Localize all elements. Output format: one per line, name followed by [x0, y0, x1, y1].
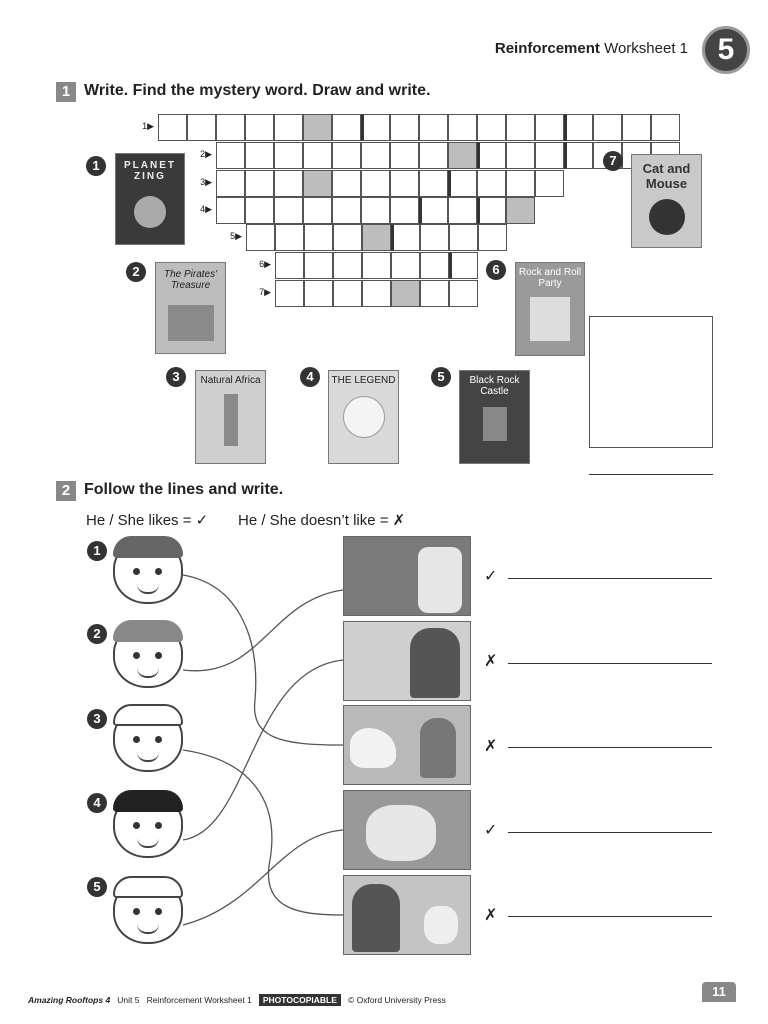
legend-likes: He / She likes = ✓: [86, 512, 209, 529]
warrior-icon: [352, 884, 400, 952]
person-1-number: 1: [87, 541, 107, 561]
book-5-title: Black Rock Castle: [469, 375, 520, 397]
crossword-row-label: 4▶: [200, 204, 212, 214]
unit-badge: 5: [702, 26, 750, 74]
cat-icon: [424, 906, 458, 944]
person-5-number: 5: [87, 877, 107, 897]
warrior-picture: [343, 875, 471, 955]
crossword-row-label: 3▶: [200, 177, 212, 187]
lion-picture: [343, 790, 471, 870]
mark-2: ✗: [484, 653, 498, 670]
book-1-title: PLANET ZING: [124, 160, 176, 182]
line-person-5: [183, 830, 343, 925]
book-7-title: Cat and Mouse: [642, 161, 691, 191]
book-1-number: 1: [86, 156, 106, 176]
unicorn-icon: [350, 728, 396, 768]
answer-line-2[interactable]: [508, 663, 712, 664]
footer-publisher: © Oxford University Press: [347, 995, 446, 1005]
book-6-number: 6: [486, 260, 506, 280]
mummy-icon: [418, 547, 462, 613]
boy-face-icon: [113, 794, 183, 858]
footer: [28, 995, 446, 1005]
book-4-title: THE LEGEND: [331, 375, 396, 386]
book-2-title: The Pirates' Treasure: [163, 269, 218, 291]
boy-face-icon: [113, 708, 183, 772]
book-6-title: Rock and Roll Party: [518, 267, 582, 289]
exercise-2-number: 2: [56, 481, 76, 501]
worksheet-title-bold: Reinforcement: [494, 40, 600, 57]
hair: [113, 536, 183, 558]
lion-icon: [366, 805, 436, 861]
book-7-number: 7: [603, 151, 623, 171]
person-2-number: 2: [87, 624, 107, 644]
crossword-row-label: 7▶: [259, 287, 271, 297]
mummy-picture: [343, 536, 471, 616]
crossword-row-label: 2▶: [200, 149, 212, 159]
unicorn-picture: [343, 705, 471, 785]
person-3-number: 3: [87, 709, 107, 729]
book-4-number: 4: [300, 367, 320, 387]
girl-face-icon: [113, 540, 183, 604]
answer-line-5[interactable]: [508, 916, 712, 917]
exercise-1-instruction: Write. Find the mystery word. Draw and write.: [84, 82, 431, 99]
answer-line-3[interactable]: [508, 747, 712, 748]
book-5-number: 5: [431, 367, 451, 387]
mark-4: ✓: [484, 822, 498, 839]
mark-1: ✓: [484, 568, 498, 585]
worksheet-title-rest: Worksheet 1: [604, 40, 688, 57]
answer-line-4[interactable]: [508, 832, 712, 833]
answer-line-1[interactable]: [508, 578, 712, 579]
line-person-1: [183, 575, 343, 745]
crossword-row-label: 1▶: [142, 121, 154, 131]
vampire-icon: [410, 628, 460, 698]
footer-worksheet: Reinforcement Worksheet 1: [146, 995, 252, 1005]
hair: [113, 620, 183, 642]
hair: [113, 790, 183, 812]
page-number: 11: [702, 982, 736, 1002]
photocopiable-badge: PHOTOCOPIABLE: [259, 994, 341, 1006]
line-person-4: [183, 660, 343, 840]
book-3-title: Natural Africa: [200, 375, 261, 386]
book-3-number: 3: [166, 367, 186, 387]
hair: [113, 876, 183, 898]
legend-dislikes: He / She doesn’t like = ✗: [238, 512, 406, 529]
line-person-2: [183, 590, 343, 671]
crossword-row-label: 6▶: [259, 259, 271, 269]
crossword-row-label: 5▶: [230, 231, 242, 241]
line-person-3: [183, 750, 343, 915]
footer-unit: Unit 5: [117, 995, 140, 1005]
vampire-picture: [343, 621, 471, 701]
girl-icon: [420, 718, 456, 778]
exercise-1-number: 1: [56, 82, 76, 102]
mark-5: ✗: [484, 907, 498, 924]
book-2-number: 2: [126, 262, 146, 282]
boy-face-icon: [113, 624, 183, 688]
footer-book: Amazing Rooftops 4: [28, 995, 111, 1005]
girl-face-icon: [113, 880, 183, 944]
exercise-2-instruction: Follow the lines and write.: [84, 481, 284, 498]
person-4-number: 4: [87, 793, 107, 813]
hair: [113, 704, 183, 726]
mark-3: ✗: [484, 738, 498, 755]
